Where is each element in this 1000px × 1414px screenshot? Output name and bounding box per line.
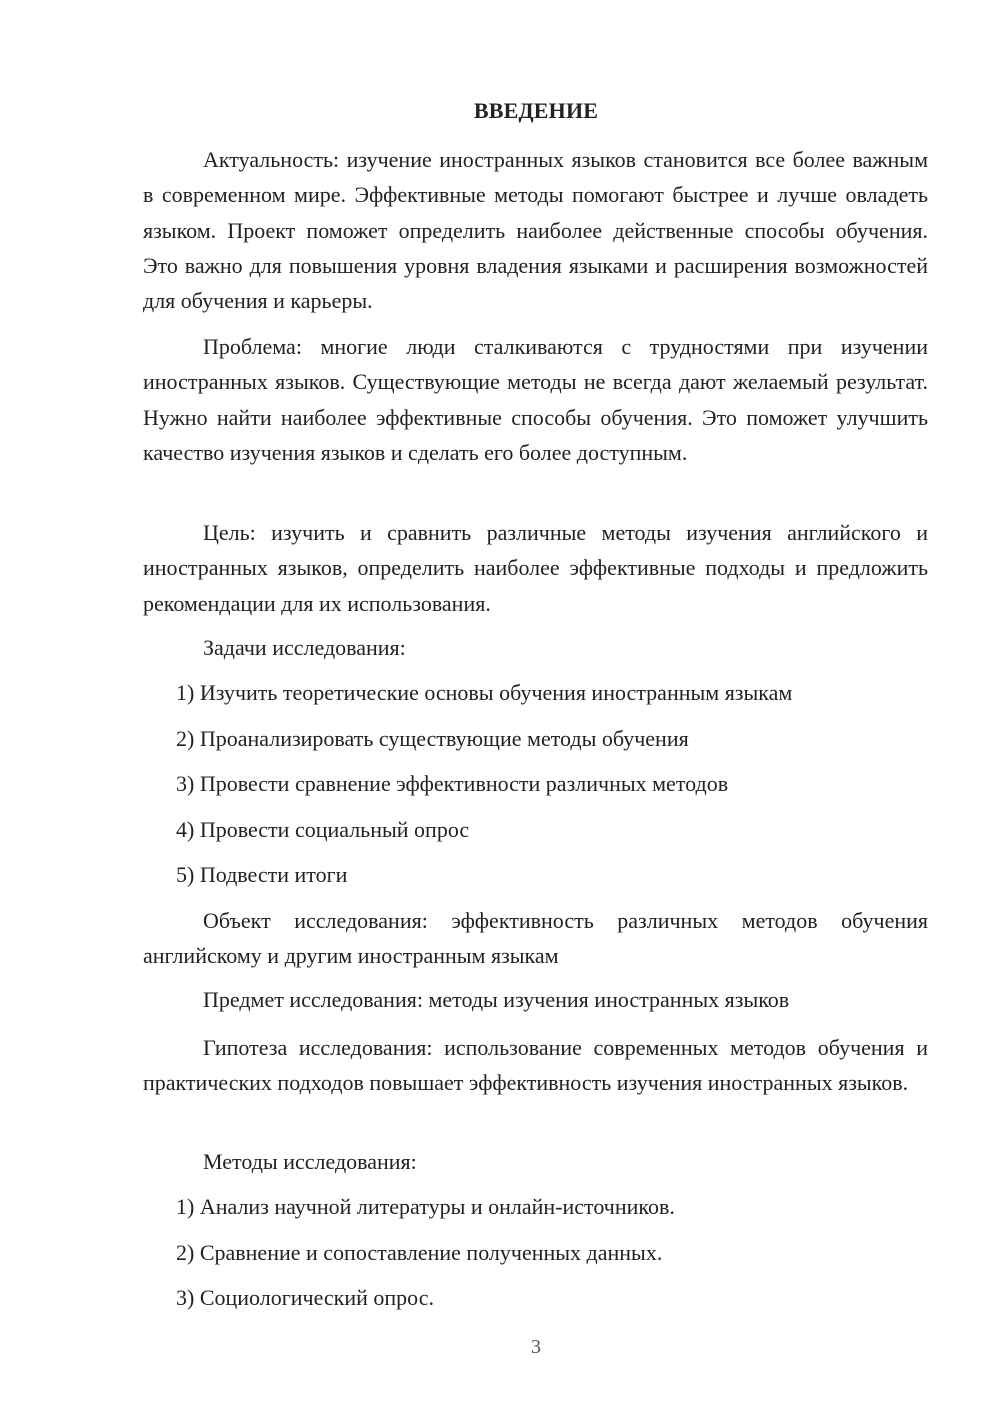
- methods-heading: Методы исследования:: [203, 1149, 417, 1174]
- object-paragraph: Объект исследования: эффективность различных методов обучения английскому и другим иностранным языкам: [143, 908, 928, 969]
- subject-paragraph: Предмет исследования: методы изучения иностранных языков: [203, 987, 790, 1012]
- task-item: 3) Провести сравнение эффективности различных методов: [176, 771, 729, 796]
- page-title: ВВЕДЕНИЕ: [473, 98, 599, 123]
- hypothesis-paragraph: Гипотеза исследования: использование современных методов обучения и практических подходов повышает эффективность изучения иностранных языков.: [143, 1035, 928, 1096]
- method-item: 3) Социологический опрос.: [176, 1285, 434, 1310]
- method-item: 1) Анализ научной литературы и онлайн-источников.: [176, 1194, 675, 1219]
- page-number: 3: [531, 1336, 541, 1358]
- task-item: 5) Подвести итоги: [176, 862, 348, 887]
- tasks-heading: Задачи исследования:: [203, 635, 406, 660]
- task-item: 1) Изучить теоретические основы обучения иностранным языкам: [176, 680, 793, 705]
- task-item: 4) Провести социальный опрос: [176, 817, 470, 842]
- task-item: 2) Проанализировать существующие методы обучения: [176, 726, 689, 751]
- problem-paragraph: Проблема: многие люди сталкиваются с трудностями при изучении иностранных языков. Существующие методы не всегда дают желаемый результат. Нужно найти наиболее эффективные способы обучения. Это поможет улучшить качество изучения языков и сделать его более доступным.: [143, 334, 928, 465]
- relevance-paragraph: Актуальность: изучение иностранных языков становится все более важным в современном мире. Эффективные методы помогают быстрее и лучше овладеть языком. Проект поможет определить наиболее действенные способы обучения. Это важно для повышения уровня владения языками и расширения возможностей для обучения и карьеры.: [143, 147, 928, 314]
- method-item: 2) Сравнение и сопоставление полученных данных.: [176, 1240, 663, 1265]
- goal-paragraph: Цель: изучить и сравнить различные методы изучения английского и иностранных языков, определить наиболее эффективные подходы и предложить рекомендации для их использования.: [143, 520, 928, 616]
